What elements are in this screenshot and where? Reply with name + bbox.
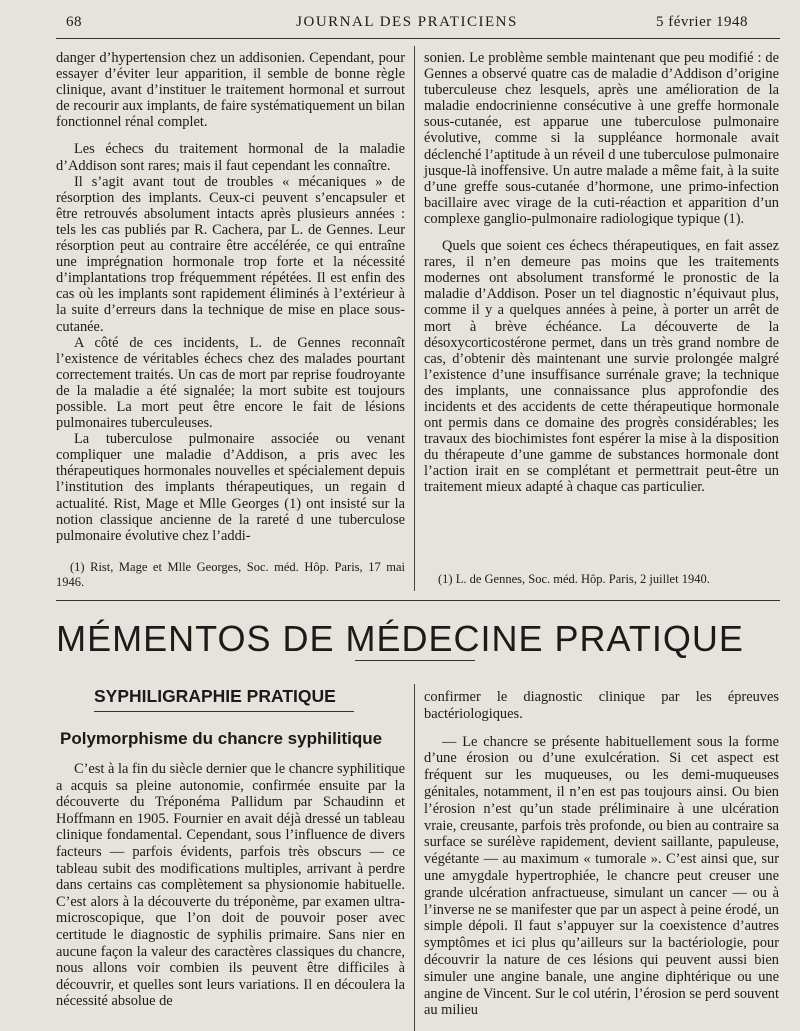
header-rule	[56, 38, 780, 39]
paragraph: Les échecs du traitement hormonal de la maladie d’Addison sont rares; mais il faut cependant les connaître.	[56, 141, 405, 174]
title-underline	[355, 660, 475, 661]
subsection-title: SYPHILIGRAPHIE PRATIQUE	[94, 686, 336, 706]
lower-left-column	[56, 761, 405, 1010]
lower-right-column	[424, 689, 779, 1019]
upper-right-column	[424, 50, 779, 496]
upper-left-column	[56, 50, 405, 544]
paragraph: danger d’hypertension chez un addisonien. Cependant, pour essayer d’éviter leur apparition, il semble de bonne règle clinique, avant d’instituer le traitement hormonal et surrout de recourir aux implants, de faire systématiquement un bilan fonctionnel rénal complet.	[56, 50, 405, 131]
lower-column-divider	[414, 684, 415, 1031]
paragraph: sonien. Le problème semble maintenant que peu modifié : de Gennes a observé quatre cas de maladie d’Addison d’origine tuberculeuse chez lesquels, après une amélioration de la maladie endocrinienne consécutive à une greffe hormonale sous-cutanée, est apparue une tuberculose pulmonaire évolutive, comme si la suppléance hormonale avait déclenché l’aptitude à un réveil d une tuberculose pulmonaire jusque-là inoffensive. Un autre malade a même fait, à la suite d’une greffe sous-cutanée d’hormone, une primo-infection bacillaire avec virage de la cuti-réaction et apparition d’un complexe ganglio-pulmonaire radiologique typique (1).	[424, 50, 779, 227]
paragraph: C’est à la fin du siècle dernier que le chancre syphilitique a acquis sa pleine autonomie, confirmée ensuite par la découverte du Tréponéma Pallidum par Schaudinn et Hoffmann en 1905. Fournier en avait déjà dressé un tableau clinique fondamental. Cependant, sous l’influence de divers facteurs — parfois évidents, parfois très obscurs — ce tableau subit des modifications multiples, arrivant à perdre dans certains cas complètement sa physionomie habituelle. C’est alors à la découverte du tréponème, par examen ultra-microscopique, que l’on doit de pouvoir poser avec certitude le diagnostic de syphilis primaire. Sans nier en aucune façon la valeur des caractères classiques du chancre, nous allons voir combien ils peuvent être difficiles à découvrir, et quelles sont leurs variations. Il en découlera la nécessité absolue de	[56, 761, 405, 1010]
paragraph: confirmer le diagnostic clinique par les épreuves bactériologiques.	[424, 689, 779, 722]
paragraph: Quels que soient ces échecs thérapeutiques, en fait assez rares, il n’en demeure pas moins que les traitements modernes ont absolument transformé le pronostic de la maladie d’Addison. Poser un tel diagnostic n’équivaut plus, comme il y a quelques années à peine, à porter un arrêt de mort à brève échéance. La découverte de la désoxycorticostérone permet, dans un très grand nombre de cas, d’obtenir dès maintenant une survie prolongée malgré l’existence d’une insuffisance surrénale grave; la technique des implants, une connaissance plus approfondie des incidents et des accidents de cette thérapeutique hormonale ont permis dans ce domaine des progrès considérables; les travaux des biochimistes font espérer la mise à la disposition du thérapeute d’une gamme de substances hormonale dont l’action irait en se complétant et permettrait peut-être un traitement mieux adapté à chaque cas particulier.	[424, 238, 779, 496]
footnote: (1) L. de Gennes, Soc. méd. Hôp. Paris, 2 juillet 1940.	[438, 572, 710, 586]
article-title: Polymorphisme du chancre syphilitique	[60, 729, 383, 748]
column-divider	[414, 46, 415, 591]
subtitle-rule	[94, 711, 354, 712]
section-title: MÉMENTOS DE MÉDECINE PRATIQUE	[56, 618, 744, 659]
paragraph: La tuberculose pulmonaire associée ou venant compliquer une maladie d’Addison, a pris avec les thérapeutiques hormonales nouvelles et spécialement depuis l’institution des implants thérapeutiques, un regain d actualité. Rist, Mage et Mlle Georges (1) ont insisté sur la notion classique ancienne de la rareté d une tuberculose pulmonaire évolutive chez l’addi-	[56, 431, 405, 544]
page-number: 68	[66, 14, 82, 30]
paragraph: A côté de ces incidents, L. de Gennes reconnaît l’existence de véritables échecs chez des malades pourtant correctement traités. Un cas de mort par reprise foudroyante de la maladie a été signalée; la mort subite est toujours possible. La mort peut être encore le fait de lésions pulmonaires tuberculeuses.	[56, 334, 405, 432]
paragraph: Il s’agit avant tout de troubles « mécaniques » de résorption des implants. Ceux-ci peuvent s’encapsuler et être retrouvés absolument intacts après plusieurs années : tels les cas publiés par R. Cachera, par L. de Gennes. Leur résorption peut au contraire être accélérée, ce qui entraîne une imprégnation hormonale trop forte et la nécessité d’implantations trop fréquemment répétées. Il est enfin des cas où les implants sont rapidement éliminés à l’extérieur à la suite d’erreurs dans la technique de mise en place sous-cutanée.	[56, 173, 405, 335]
running-header	[66, 14, 748, 34]
footnote: (1) Rist, Mage et Mlle Georges, Soc. méd. Hôp. Paris, 17 mai 1946.	[56, 560, 405, 589]
journal-title: JOURNAL DES PRATICIENS	[296, 14, 518, 30]
section-rule	[56, 600, 780, 601]
issue-date: 5 février 1948	[656, 14, 748, 30]
paragraph: — Le chancre se présente habituellement sous la forme d’une érosion ou d’une exulcération. Si cet aspect est fréquent sur les muqueuses, ou les demi-muqueuses génitales, notamment, il n’en est pas toujours ainsi. Ou bien l’érosion n’est qu’un stade préliminaire à une ulcération vraie, creusante, parfois très profonde, ou bien au contraire sa surface se surélève rapidement, devient saillante, papuleuse, végétante — au maximum « tumorale ». C’est ainsi que, sur une amygdale hypertrophiée, le chancre peut creuser une grande ulcération anfractueuse, simulant un cancer — ou à l’inverse ne se manifester que par un aspect à peine érodé, un simple dépoli. Il faut s’appuyer sur la coexistence d’autres symptômes et ici plus qu’ailleurs sur la bactériologie, pour découvrir la nature de ces lésions qui peuvent aussi bien simuler une angine banale, une angine diphtérique ou une angine de Vincent. Sur le col utérin, l’érosion se perd souvent au milieu	[424, 733, 779, 1019]
upper-left-footnote	[56, 560, 405, 590]
upper-right-footnote	[424, 572, 779, 587]
